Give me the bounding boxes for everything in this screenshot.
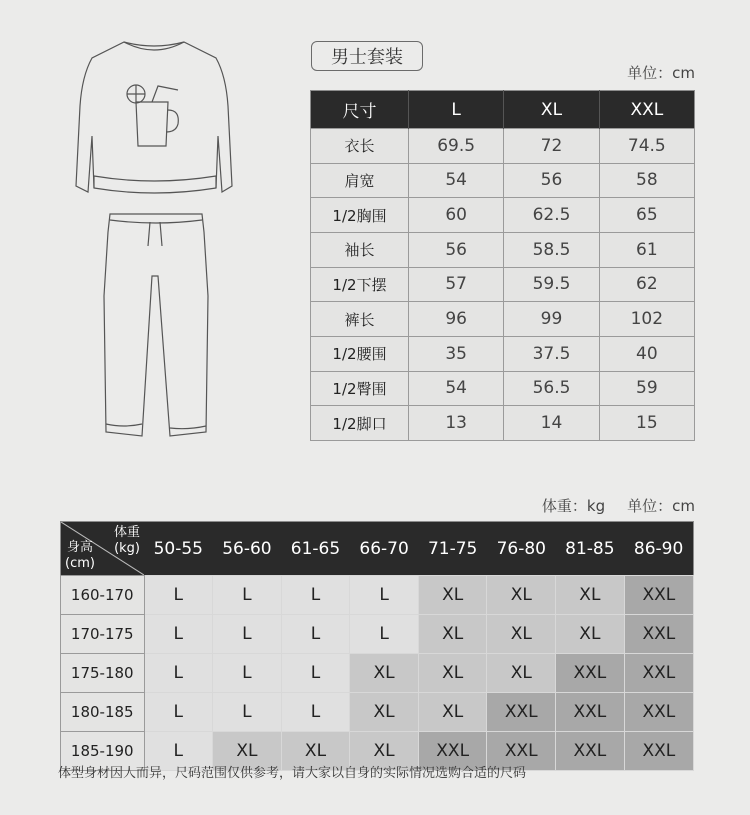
recommended-size: L — [281, 615, 350, 654]
height-range: 170-175 — [61, 615, 145, 654]
table-row — [311, 336, 695, 371]
height-range: 185-190 — [61, 732, 145, 771]
measurement-value: 56 — [409, 232, 504, 267]
recommended-size: L — [281, 576, 350, 615]
recommended-size: XL — [556, 576, 625, 615]
recommended-size: XL — [487, 654, 556, 693]
column-header: L — [409, 91, 504, 129]
recommended-size: XL — [418, 576, 487, 615]
recommended-size: XL — [418, 693, 487, 732]
recommended-size: XXL — [556, 732, 625, 771]
height-range: 175-180 — [61, 654, 145, 693]
column-header: XL — [504, 91, 599, 129]
measurement-value: 58 — [599, 163, 694, 198]
recommended-size: L — [144, 693, 213, 732]
measurement-value: 14 — [504, 406, 599, 441]
measurement-value: 62.5 — [504, 198, 599, 233]
recommended-size: L — [144, 654, 213, 693]
footnote: 体型身材因人而异，尺码范围仅供参考，请大家以自身的实际情况选购合适的尺码 — [58, 766, 527, 781]
measurement-name: 1/2臀围 — [311, 371, 409, 406]
measurement-name: 1/2胸围 — [311, 198, 409, 233]
recommended-size: XL — [281, 732, 350, 771]
recommended-size: L — [144, 615, 213, 654]
weight-range-header: 81-85 — [556, 522, 625, 576]
measurement-value: 40 — [599, 336, 694, 371]
measurement-value: 35 — [409, 336, 504, 371]
garment-measurement-table — [310, 90, 695, 441]
measurement-value: 58.5 — [504, 232, 599, 267]
weight-range-header: 56-60 — [213, 522, 282, 576]
recommended-size: XXL — [624, 693, 693, 732]
unit-label: 单位：cm — [627, 64, 695, 82]
measurement-value: 99 — [504, 302, 599, 337]
column-header: XXL — [599, 91, 694, 129]
recommended-size: XL — [418, 615, 487, 654]
measurement-value: 59 — [599, 371, 694, 406]
table-row — [311, 129, 695, 164]
table-row — [61, 654, 694, 693]
measurement-name: 1/2腰围 — [311, 336, 409, 371]
weight-range-header: 71-75 — [418, 522, 487, 576]
measurement-name: 袖长 — [311, 232, 409, 267]
table-row — [311, 406, 695, 441]
recommended-size: XXL — [624, 576, 693, 615]
corner-weight-unit: (kg) — [114, 541, 140, 556]
measurement-value: 69.5 — [409, 129, 504, 164]
corner-height-label: 身高 — [66, 540, 93, 555]
column-header: 尺寸 — [311, 91, 409, 129]
set-title-badge: 男士套装 — [311, 41, 423, 71]
measurement-value: 56.5 — [504, 371, 599, 406]
table-row — [61, 576, 694, 615]
table-row — [311, 232, 695, 267]
measurement-value: 102 — [599, 302, 694, 337]
weight-range-header: 66-70 — [350, 522, 419, 576]
recommended-size: XXL — [624, 615, 693, 654]
measurement-value: 37.5 — [504, 336, 599, 371]
weight-range-header: 86-90 — [624, 522, 693, 576]
weight-range-header: 76-80 — [487, 522, 556, 576]
recommended-size: L — [213, 576, 282, 615]
measurement-name: 1/2下摆 — [311, 267, 409, 302]
size-recommendation-table — [60, 521, 694, 771]
recommended-size: L — [144, 576, 213, 615]
measurement-value: 65 — [599, 198, 694, 233]
recommended-size: XL — [350, 654, 419, 693]
recommended-size: XL — [350, 693, 419, 732]
height-unit-label: 单位：cm — [627, 497, 695, 515]
size-guide-units — [520, 495, 695, 516]
garment-illustration — [66, 36, 242, 446]
table-row — [61, 615, 694, 654]
measurement-value: 57 — [409, 267, 504, 302]
measurement-name: 衣长 — [311, 129, 409, 164]
recommended-size: L — [213, 693, 282, 732]
recommended-size: XXL — [487, 693, 556, 732]
recommended-size: XL — [487, 615, 556, 654]
weight-range-header: 61-65 — [281, 522, 350, 576]
recommended-size: L — [350, 615, 419, 654]
recommended-size: XXL — [556, 693, 625, 732]
recommended-size: XXL — [556, 654, 625, 693]
recommended-size: L — [281, 654, 350, 693]
recommended-size: L — [213, 615, 282, 654]
recommended-size: XL — [350, 732, 419, 771]
recommended-size: XL — [213, 732, 282, 771]
recommended-size: L — [144, 732, 213, 771]
table-row — [311, 198, 695, 233]
measurement-value: 72 — [504, 129, 599, 164]
measurement-value: 13 — [409, 406, 504, 441]
measurement-value: 74.5 — [599, 129, 694, 164]
measurement-name: 裤长 — [311, 302, 409, 337]
measurement-value: 15 — [599, 406, 694, 441]
recommended-size: L — [281, 693, 350, 732]
weight-unit-label: 体重：kg — [541, 497, 606, 515]
table-row — [311, 302, 695, 337]
measurement-value: 59.5 — [504, 267, 599, 302]
measurement-value: 56 — [504, 163, 599, 198]
recommended-size: XL — [418, 654, 487, 693]
measurement-value: 62 — [599, 267, 694, 302]
measurement-value: 96 — [409, 302, 504, 337]
measurement-value: 60 — [409, 198, 504, 233]
measurement-name: 1/2脚口 — [311, 406, 409, 441]
measurement-name: 肩宽 — [311, 163, 409, 198]
recommended-size: XXL — [624, 732, 693, 771]
corner-height-unit: (cm) — [65, 556, 95, 571]
measurement-value: 54 — [409, 371, 504, 406]
table-corner-header — [61, 522, 145, 576]
height-range: 160-170 — [61, 576, 145, 615]
recommended-size: XXL — [418, 732, 487, 771]
recommended-size: L — [213, 654, 282, 693]
recommended-size: XL — [556, 615, 625, 654]
height-range: 180-185 — [61, 693, 145, 732]
measurement-value: 54 — [409, 163, 504, 198]
recommended-size: XXL — [487, 732, 556, 771]
weight-range-header: 50-55 — [144, 522, 213, 576]
table-row — [61, 693, 694, 732]
corner-weight-label: 体重 — [113, 525, 140, 540]
recommended-size: XL — [487, 576, 556, 615]
recommended-size: L — [350, 576, 419, 615]
table-row — [311, 163, 695, 198]
measurement-value: 61 — [599, 232, 694, 267]
recommended-size: XXL — [624, 654, 693, 693]
table-row — [311, 267, 695, 302]
table-row — [311, 371, 695, 406]
